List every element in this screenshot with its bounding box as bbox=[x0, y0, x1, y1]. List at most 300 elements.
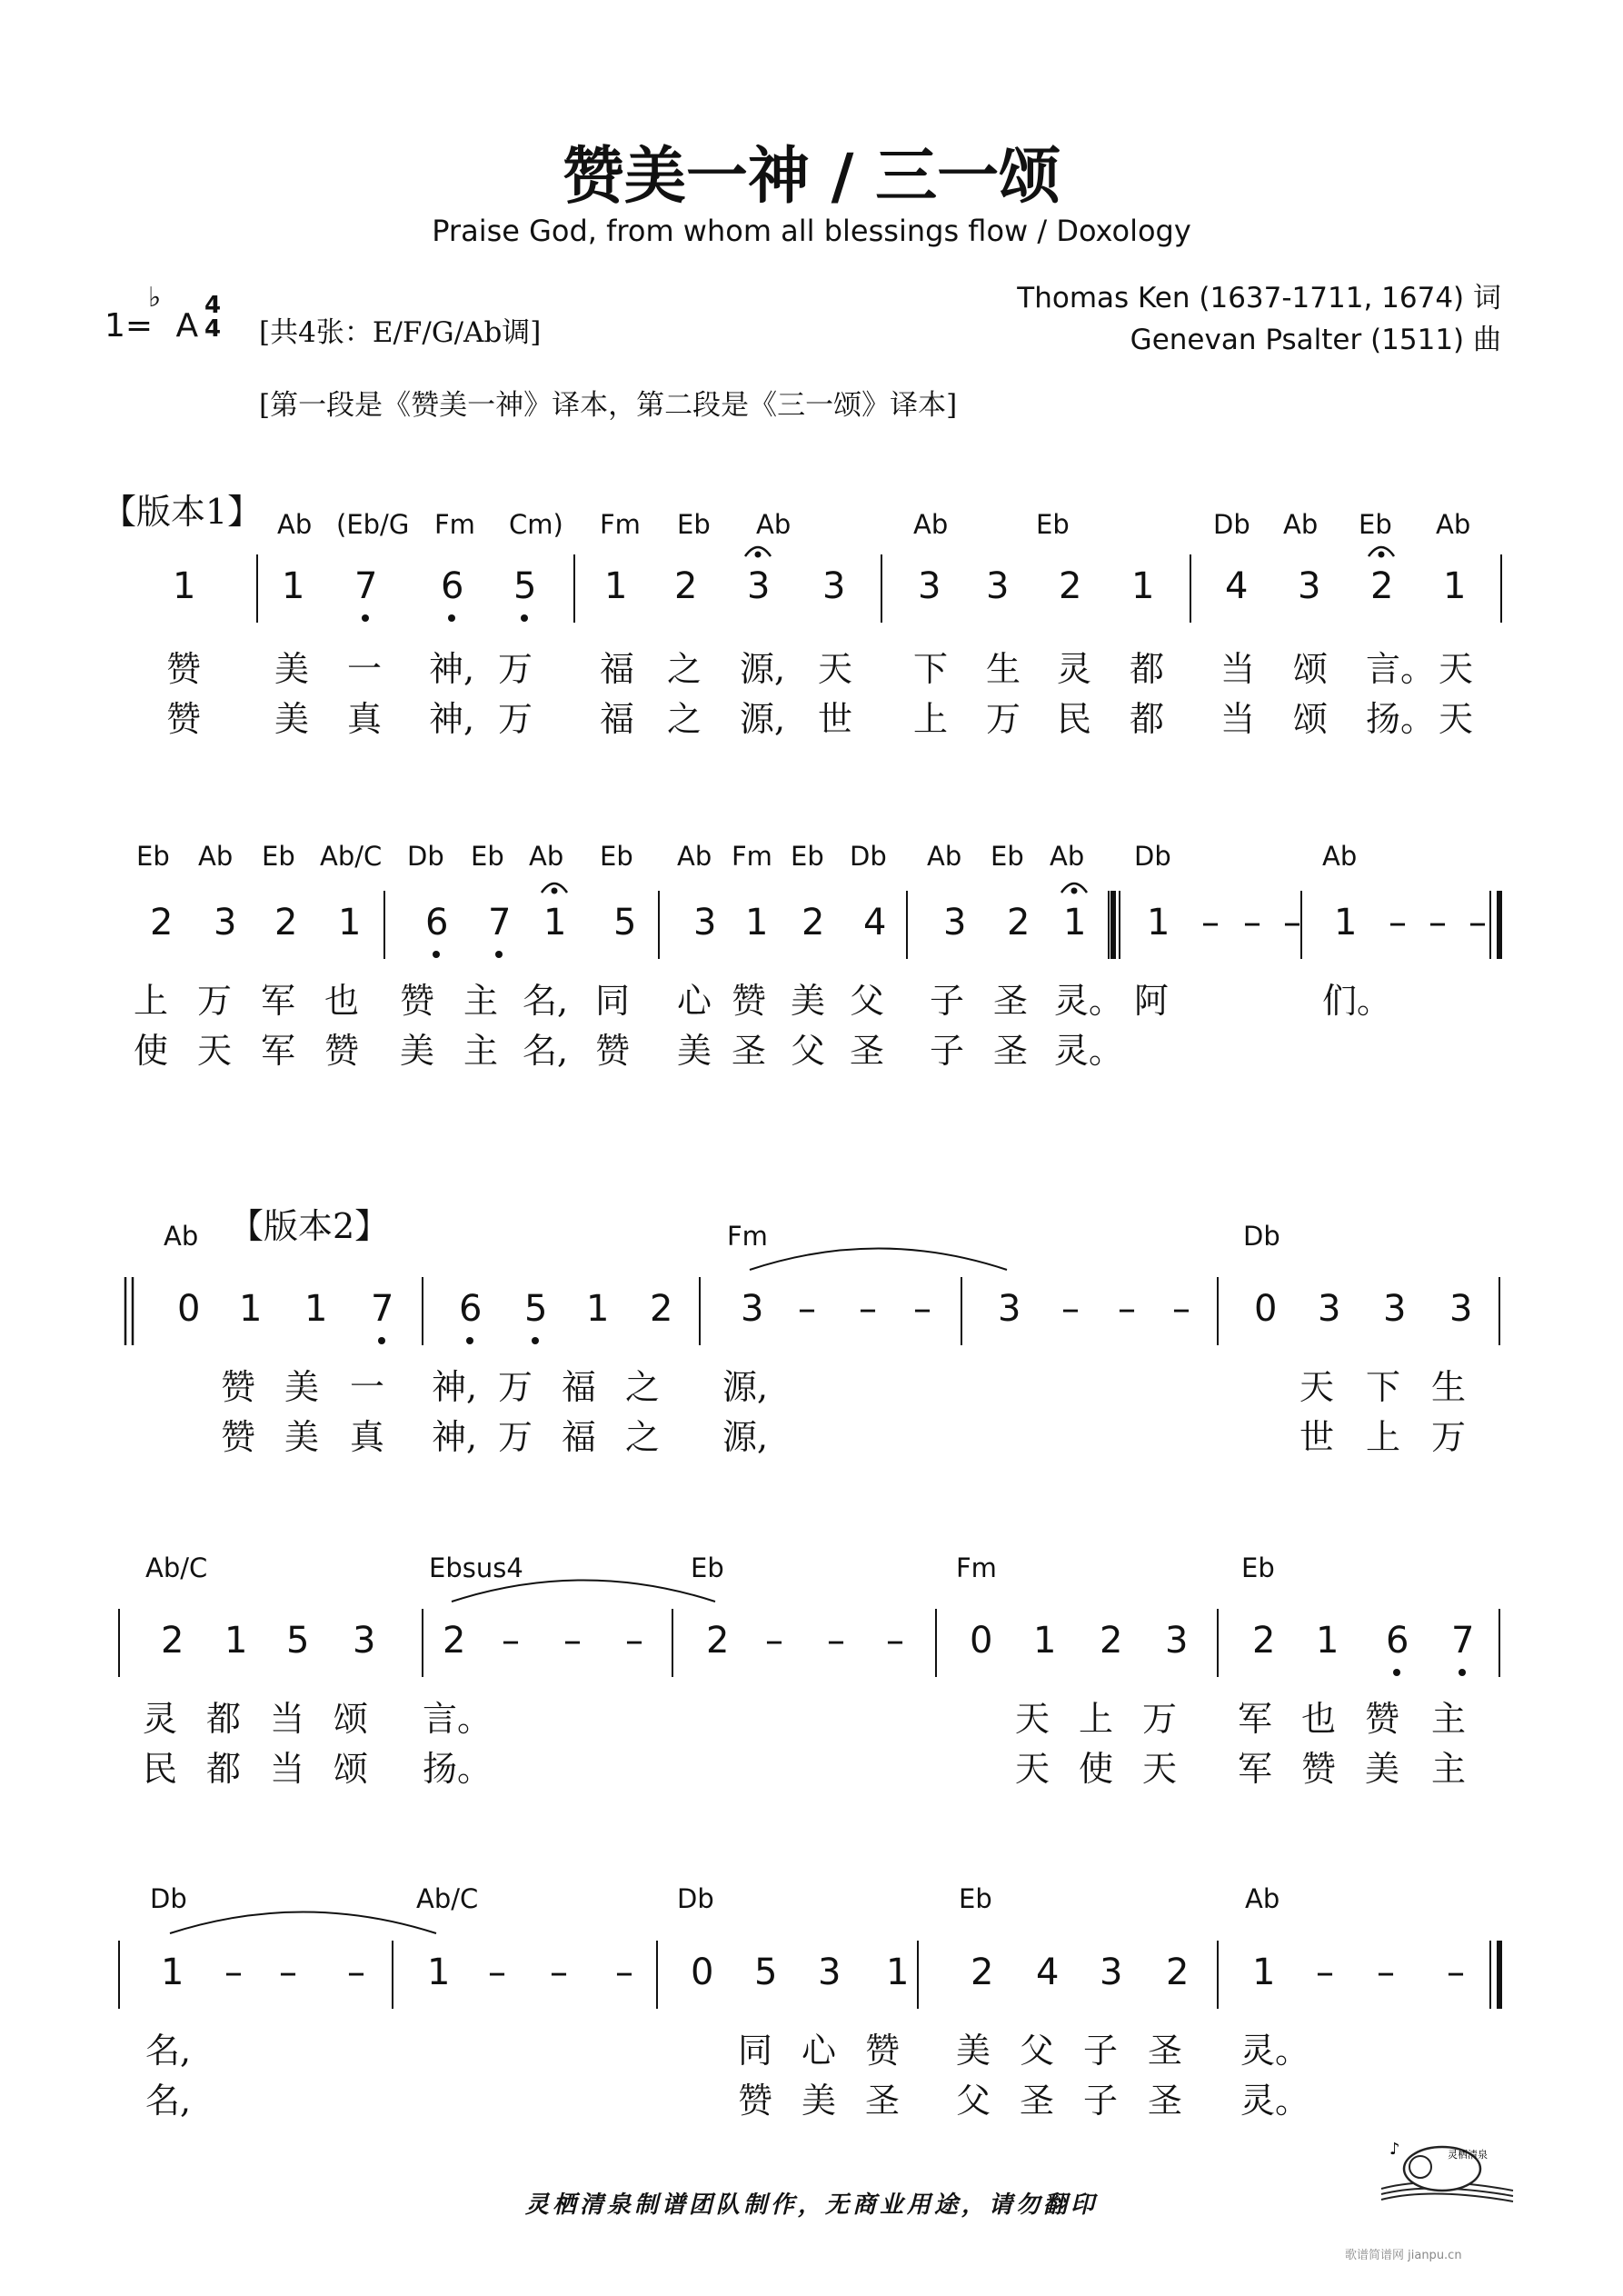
note: 2 bbox=[802, 902, 825, 943]
chord-symbol: Ab bbox=[913, 509, 949, 540]
note: 7 bbox=[371, 1288, 394, 1330]
chord-symbol: Ab bbox=[164, 1221, 199, 1252]
chord-symbol: Eb bbox=[677, 509, 711, 540]
chord-symbol: Eb bbox=[791, 841, 824, 872]
note: 5 bbox=[513, 565, 537, 607]
note: 1 bbox=[224, 1620, 248, 1662]
lyric-verse1: 美 bbox=[274, 649, 310, 689]
lyric-verse2: 赞 bbox=[1301, 1749, 1337, 1789]
version-note: [第一段是《赞美一神》译本，第二段是《三一颂》译本] bbox=[259, 389, 958, 422]
chord-symbol: Eb bbox=[1036, 509, 1070, 540]
note: 3 bbox=[986, 565, 1010, 607]
dash-note: – bbox=[798, 1288, 816, 1330]
fermata-dot bbox=[1379, 552, 1385, 558]
tie-slur bbox=[170, 1912, 436, 1934]
lyric-verse1: 天 bbox=[818, 649, 853, 689]
note: 2 bbox=[650, 1288, 673, 1330]
lyric-verse1: 美 bbox=[956, 2031, 991, 2071]
note: 4 bbox=[1225, 565, 1249, 607]
dash-note: – bbox=[1243, 902, 1261, 943]
chord-symbol: Fm bbox=[732, 841, 772, 872]
note: 2 bbox=[274, 902, 298, 943]
note: 1 bbox=[1033, 1620, 1057, 1662]
note: 2 bbox=[1370, 565, 1394, 607]
lyric-verse2: 灵。 bbox=[1054, 1031, 1124, 1071]
octave-dot bbox=[1459, 1669, 1466, 1676]
note: 1 bbox=[1443, 565, 1467, 607]
note: 3 bbox=[693, 902, 717, 943]
note: 5 bbox=[286, 1620, 310, 1662]
lyric-verse2: 神, bbox=[429, 699, 475, 739]
logo-text: 灵栖清泉 bbox=[1448, 2149, 1488, 2161]
note: 1 bbox=[1131, 565, 1155, 607]
octave-dot bbox=[532, 1337, 539, 1344]
chord-symbol: Fm bbox=[434, 509, 475, 540]
lyric-verse1: 主 bbox=[463, 981, 499, 1021]
dash-note: – bbox=[1469, 902, 1487, 943]
lyric-verse2: 子 bbox=[930, 1031, 965, 1071]
lyric-verse1: 生 bbox=[1431, 1367, 1467, 1407]
lyric-verse1: 神, bbox=[429, 649, 475, 689]
lyric-verse1: 天 bbox=[1299, 1367, 1335, 1407]
chord-symbol: Eb bbox=[471, 841, 504, 872]
time-top: 4 bbox=[204, 292, 222, 319]
note: 5 bbox=[754, 1952, 778, 1993]
note: 2 bbox=[150, 902, 174, 943]
lyric-verse1: 颂 bbox=[1293, 649, 1329, 689]
fermata-dot bbox=[552, 888, 558, 894]
lyric-verse2: 主 bbox=[1431, 1749, 1467, 1789]
dash-note: – bbox=[347, 1952, 365, 1993]
lyric-verse2: 使 bbox=[134, 1031, 169, 1071]
lyric-verse2: 真 bbox=[350, 1417, 385, 1457]
key-prefix: 1= bbox=[105, 307, 154, 344]
lyric-verse1: 当 bbox=[1220, 649, 1256, 689]
note: 1 bbox=[604, 565, 628, 607]
lyric-verse1: 赞 bbox=[1365, 1699, 1400, 1739]
note: 3 bbox=[1100, 1952, 1123, 1993]
lyric-verse1: 上 bbox=[1079, 1699, 1114, 1739]
chord-symbol: Eb bbox=[991, 841, 1024, 872]
dash-note: – bbox=[1201, 902, 1220, 943]
dash-note: – bbox=[859, 1288, 877, 1330]
lyric-verse2: 赞 bbox=[166, 699, 202, 739]
lyric-verse2: 圣 bbox=[1020, 2081, 1055, 2121]
version2-label: 【版本2】 bbox=[229, 1206, 390, 1246]
lyric-verse1: 万 bbox=[498, 649, 533, 689]
lyric-verse2: 美 bbox=[802, 2081, 837, 2121]
note: 3 bbox=[818, 1952, 841, 1993]
dash-note: – bbox=[625, 1620, 643, 1662]
note: 2 bbox=[1007, 902, 1031, 943]
note: 1 bbox=[173, 565, 196, 607]
lyric-verse1: 神, bbox=[432, 1367, 478, 1407]
note: 2 bbox=[971, 1952, 994, 1993]
chord-symbol: Ab/C bbox=[416, 1883, 479, 1914]
page-title: 赞美一神 / 三一颂 bbox=[562, 141, 1061, 213]
dash-note: – bbox=[1316, 1952, 1334, 1993]
dash-note: – bbox=[1118, 1288, 1136, 1330]
lyric-verse1: 父 bbox=[1020, 2031, 1055, 2071]
lyric-verse1: 万 bbox=[1142, 1699, 1178, 1739]
note: 7 bbox=[488, 902, 512, 943]
lyric-verse1: 心 bbox=[677, 981, 712, 1021]
lyric-verse1: 下 bbox=[913, 649, 949, 689]
note: 3 bbox=[353, 1620, 376, 1662]
lyric-verse1: 天 bbox=[1439, 649, 1474, 689]
lyric-verse2: 圣 bbox=[993, 1031, 1029, 1071]
note: 1 bbox=[1252, 1952, 1276, 1993]
lyric-verse2: 当 bbox=[270, 1749, 305, 1789]
chord-symbol: Ab/C bbox=[145, 1552, 208, 1583]
note: 4 bbox=[1036, 1952, 1060, 1993]
chord-symbol: Eb bbox=[959, 1883, 992, 1914]
lyric-verse2: 都 bbox=[1130, 699, 1165, 739]
octave-dot bbox=[466, 1337, 473, 1344]
dash-note: – bbox=[550, 1952, 568, 1993]
dash-note: – bbox=[502, 1620, 520, 1662]
note: 1 bbox=[745, 902, 769, 943]
lyric-verse2: 天 bbox=[1142, 1749, 1178, 1789]
chord-symbol: (Eb/G bbox=[336, 509, 410, 540]
lyric-verse1: 也 bbox=[1301, 1699, 1337, 1739]
note: 3 bbox=[741, 1288, 764, 1330]
note: 2 bbox=[1100, 1620, 1123, 1662]
lyric-verse2: 扬。 bbox=[1366, 699, 1436, 739]
note: 2 bbox=[1166, 1952, 1190, 1993]
lyric-verse2: 神, bbox=[432, 1417, 478, 1457]
dash-note: – bbox=[1447, 1952, 1465, 1993]
lyric-verse2: 美 bbox=[284, 1417, 320, 1457]
lyric-verse2: 圣 bbox=[865, 2081, 901, 2121]
lyric-verse1: 言。 bbox=[423, 1699, 493, 1739]
lyric-verse1: 都 bbox=[206, 1699, 242, 1739]
lyric-verse2: 赞 bbox=[221, 1417, 256, 1457]
chord-symbol: Eb bbox=[262, 841, 295, 872]
note: 1 bbox=[886, 1952, 910, 1993]
note: 3 bbox=[918, 565, 941, 607]
chord-symbol: Ab bbox=[1436, 509, 1471, 540]
note: 1 bbox=[304, 1288, 328, 1330]
lyric-verse2: 颂 bbox=[1293, 699, 1329, 739]
octave-dot bbox=[448, 614, 455, 622]
lyric-verse1: 圣 bbox=[1148, 2031, 1183, 2071]
chord-symbol: Db bbox=[677, 1883, 714, 1914]
lyric-verse1: 子 bbox=[930, 981, 965, 1021]
dash-note: – bbox=[1389, 902, 1407, 943]
lyric-verse2: 万 bbox=[1431, 1417, 1467, 1457]
lyric-verse1: 子 bbox=[1083, 2031, 1119, 2071]
lyric-verse1: 同 bbox=[595, 981, 631, 1021]
note: 2 bbox=[1252, 1620, 1276, 1662]
note: 1 bbox=[427, 1952, 451, 1993]
lyric-verse2: 圣 bbox=[850, 1031, 885, 1071]
chord-symbol: Cm) bbox=[509, 509, 563, 540]
lyric-verse2: 名, bbox=[145, 2081, 192, 2121]
lyric-verse1: 圣 bbox=[993, 981, 1029, 1021]
lyric-verse2: 赞 bbox=[324, 1031, 360, 1071]
footer-text: 灵栖清泉制谱团队制作，无商业用途，请勿翻印 bbox=[524, 2191, 1098, 2219]
lyric-verse2: 子 bbox=[1083, 2081, 1119, 2121]
chord-symbol: Ab bbox=[927, 841, 962, 872]
chord-symbol: Ab/C bbox=[320, 841, 383, 872]
chord-symbol: Eb bbox=[691, 1552, 724, 1583]
lyric-verse2: 赞 bbox=[595, 1031, 631, 1071]
octave-dot bbox=[495, 951, 503, 958]
lyric-verse1: 赞 bbox=[221, 1367, 256, 1407]
lyric-verse2: 上 bbox=[913, 699, 949, 739]
page-subtitle: Praise God, from whom all blessings flow / Doxology bbox=[432, 214, 1191, 248]
chord-symbol: Db bbox=[1213, 509, 1250, 540]
note: 6 bbox=[425, 902, 449, 943]
note: 1 bbox=[338, 902, 362, 943]
chord-symbol: Db bbox=[407, 841, 444, 872]
lyric-verse2: 名, bbox=[523, 1031, 569, 1071]
octave-dot bbox=[433, 951, 440, 958]
lyric-verse2: 天 bbox=[1439, 699, 1474, 739]
note: 7 bbox=[1451, 1620, 1475, 1662]
chord-symbol: Eb bbox=[600, 841, 633, 872]
lyric-verse1: 一 bbox=[350, 1367, 385, 1407]
chord-symbol: Db bbox=[150, 1883, 187, 1914]
lyric-verse1: 名, bbox=[145, 2031, 192, 2071]
lyric-verse2: 父 bbox=[791, 1031, 826, 1071]
note: 5 bbox=[524, 1288, 548, 1330]
lyric-verse1: 之 bbox=[667, 649, 702, 689]
lyric-verse1: 军 bbox=[1238, 1699, 1273, 1739]
dash-note: – bbox=[1377, 1952, 1395, 1993]
lyric-verse1: 美 bbox=[791, 981, 826, 1021]
note: 1 bbox=[282, 565, 305, 607]
chord-symbol: Eb bbox=[1359, 509, 1392, 540]
note: 6 bbox=[459, 1288, 483, 1330]
svg-text:♪: ♪ bbox=[1389, 2140, 1400, 2159]
version1-label: 【版本1】 bbox=[102, 492, 263, 532]
lyric-verse1: 父 bbox=[850, 981, 885, 1021]
lyric-verse2: 福 bbox=[600, 699, 635, 739]
watermark: 歌谱简谱网 jianpu.cn bbox=[1345, 2249, 1462, 2262]
chord-symbol: Eb bbox=[1241, 1552, 1275, 1583]
lyric-verse1: 赞 bbox=[732, 981, 767, 1021]
dash-note: – bbox=[886, 1620, 904, 1662]
note: 1 bbox=[1147, 902, 1170, 943]
chord-symbol: Ab bbox=[677, 841, 712, 872]
lyric-verse1: 源, bbox=[722, 1367, 769, 1407]
lyric-verse2: 主 bbox=[463, 1031, 499, 1071]
lyric-verse1: 都 bbox=[1130, 649, 1165, 689]
lyric-verse2: 真 bbox=[347, 699, 383, 739]
lyric-verse1: 福 bbox=[562, 1367, 597, 1407]
note: 7 bbox=[354, 565, 378, 607]
lyric-verse1: 灵。 bbox=[1054, 981, 1124, 1021]
note: 3 bbox=[1165, 1620, 1189, 1662]
note: 2 bbox=[674, 565, 698, 607]
lyric-verse1: 们。 bbox=[1322, 981, 1392, 1021]
chord-symbol: Ab bbox=[1322, 841, 1358, 872]
lyric-verse2: 民 bbox=[1057, 699, 1092, 739]
octave-dot bbox=[521, 614, 528, 622]
lyric-verse1: 福 bbox=[600, 649, 635, 689]
flat-sign: ♭ bbox=[148, 282, 162, 314]
chord-symbol: Ab bbox=[198, 841, 234, 872]
fermata-dot bbox=[1071, 888, 1078, 894]
chord-symbol: Ab bbox=[277, 509, 313, 540]
chord-symbol: Eb bbox=[136, 841, 170, 872]
composer-credit: Genevan Psalter (1511) 曲 bbox=[1130, 324, 1501, 356]
tie-slur bbox=[452, 1581, 715, 1602]
note: 3 bbox=[1449, 1288, 1473, 1330]
note: 3 bbox=[214, 902, 237, 943]
lyric-verse1: 生 bbox=[986, 649, 1021, 689]
octave-dot bbox=[378, 1337, 385, 1344]
note: 5 bbox=[613, 902, 637, 943]
note: 4 bbox=[863, 902, 887, 943]
lyric-verse2: 灵。 bbox=[1240, 2081, 1310, 2121]
note: 3 bbox=[822, 565, 846, 607]
dash-note: – bbox=[1429, 902, 1447, 943]
note: 3 bbox=[1298, 565, 1321, 607]
lyric-verse1: 源, bbox=[740, 649, 786, 689]
lyric-verse2: 源, bbox=[722, 1417, 769, 1457]
chord-symbol: Fm bbox=[956, 1552, 997, 1583]
lyric-verse1: 下 bbox=[1366, 1367, 1401, 1407]
lyric-verse1: 也 bbox=[324, 981, 360, 1021]
lyric-verse1: 阿 bbox=[1134, 981, 1170, 1021]
lyric-verse2: 之 bbox=[625, 1417, 661, 1457]
note: 0 bbox=[970, 1620, 993, 1662]
lyric-verse2: 万 bbox=[498, 1417, 533, 1457]
chord-symbol: Ab bbox=[1283, 509, 1319, 540]
lyric-verse2: 美 bbox=[1365, 1749, 1400, 1789]
note: 1 bbox=[161, 1952, 184, 1993]
lyric-verse1: 心 bbox=[802, 2031, 837, 2071]
lyric-verse1: 之 bbox=[625, 1367, 661, 1407]
lyric-verse1: 灵 bbox=[143, 1699, 178, 1739]
note: 3 bbox=[1318, 1288, 1341, 1330]
dash-note: – bbox=[827, 1620, 845, 1662]
lyric-verse2: 福 bbox=[562, 1417, 597, 1457]
lyric-verse1: 赞 bbox=[865, 2031, 901, 2071]
dash-note: – bbox=[563, 1620, 582, 1662]
lyric-verse2: 民 bbox=[143, 1749, 178, 1789]
lyric-verse2: 赞 bbox=[738, 2081, 773, 2121]
chord-symbol: Db bbox=[1134, 841, 1171, 872]
note: 3 bbox=[747, 565, 771, 607]
lyric-verse2: 当 bbox=[1220, 699, 1256, 739]
lyric-verse1: 颂 bbox=[334, 1699, 369, 1739]
lyric-verse2: 军 bbox=[1238, 1749, 1273, 1789]
note: 2 bbox=[1059, 565, 1082, 607]
dash-note: – bbox=[1172, 1288, 1190, 1330]
lyric-verse2: 上 bbox=[1366, 1417, 1401, 1457]
lyric-verse1: 主 bbox=[1431, 1699, 1467, 1739]
lyric-verse1: 赞 bbox=[400, 981, 435, 1021]
lyric-verse2: 美 bbox=[400, 1031, 435, 1071]
chord-symbol: Ab bbox=[529, 841, 564, 872]
time-bottom: 4 bbox=[204, 315, 222, 343]
lyric-verse1: 美 bbox=[284, 1367, 320, 1407]
tie-slur bbox=[750, 1249, 1007, 1271]
octave-dot bbox=[362, 614, 369, 622]
lyric-verse1: 万 bbox=[197, 981, 233, 1021]
fermata-dot bbox=[755, 552, 762, 558]
dash-note: – bbox=[615, 1952, 633, 1993]
lyric-verse1: 名, bbox=[523, 981, 569, 1021]
lyric-verse2: 天 bbox=[1015, 1749, 1050, 1789]
lyric-verse1: 天 bbox=[1015, 1699, 1050, 1739]
chord-symbol: Db bbox=[850, 841, 887, 872]
sheep-logo-icon bbox=[1377, 2134, 1522, 2207]
chord-symbol: Fm bbox=[600, 509, 641, 540]
note: 1 bbox=[543, 902, 567, 943]
note: 2 bbox=[443, 1620, 466, 1662]
lyric-verse1: 军 bbox=[261, 981, 296, 1021]
note: 0 bbox=[691, 1952, 714, 1993]
chord-symbol: Db bbox=[1243, 1221, 1280, 1252]
lyric-verse2: 军 bbox=[261, 1031, 296, 1071]
chord-symbol: Ebsus4 bbox=[429, 1552, 523, 1583]
lyric-verse2: 美 bbox=[677, 1031, 712, 1071]
note: 1 bbox=[1316, 1620, 1339, 1662]
chord-symbol: Ab bbox=[756, 509, 792, 540]
dash-note: – bbox=[1061, 1288, 1080, 1330]
lyric-verse1: 言。 bbox=[1366, 649, 1436, 689]
lyric-verse2: 天 bbox=[197, 1031, 233, 1071]
note: 6 bbox=[441, 565, 464, 607]
lyric-verse2: 之 bbox=[667, 699, 702, 739]
note: 0 bbox=[1254, 1288, 1278, 1330]
chord-symbol: Fm bbox=[727, 1221, 768, 1252]
note: 0 bbox=[177, 1288, 201, 1330]
dash-note: – bbox=[913, 1288, 931, 1330]
note: 3 bbox=[1383, 1288, 1407, 1330]
lyric-verse1: 当 bbox=[270, 1699, 305, 1739]
dash-note: – bbox=[279, 1952, 297, 1993]
lyricist-credit: Thomas Ken (1637-1711, 1674) 词 bbox=[1017, 282, 1501, 314]
key-note: [共4张：E/F/G/Ab调] bbox=[259, 316, 542, 349]
lyric-verse2: 扬。 bbox=[423, 1749, 493, 1789]
lyric-verse2: 父 bbox=[956, 2081, 991, 2121]
note: 1 bbox=[239, 1288, 263, 1330]
lyric-verse1: 灵 bbox=[1057, 649, 1092, 689]
note: 1 bbox=[1334, 902, 1358, 943]
chord-symbol: Ab bbox=[1050, 841, 1085, 872]
dash-note: – bbox=[488, 1952, 506, 1993]
note: 1 bbox=[586, 1288, 610, 1330]
lyric-verse1: 赞 bbox=[166, 649, 202, 689]
note: 2 bbox=[706, 1620, 730, 1662]
lyric-verse2: 圣 bbox=[732, 1031, 767, 1071]
note: 3 bbox=[943, 902, 967, 943]
lyric-verse2: 万 bbox=[986, 699, 1021, 739]
note: 1 bbox=[1063, 902, 1087, 943]
dash-note: – bbox=[765, 1620, 783, 1662]
lyric-verse2: 万 bbox=[498, 699, 533, 739]
octave-dot bbox=[1393, 1669, 1400, 1676]
lyric-verse2: 圣 bbox=[1148, 2081, 1183, 2121]
dash-note: – bbox=[1283, 902, 1301, 943]
lyric-verse1: 万 bbox=[498, 1367, 533, 1407]
lyric-verse2: 使 bbox=[1079, 1749, 1114, 1789]
lyric-verse2: 世 bbox=[1299, 1417, 1335, 1457]
chord-symbol: Ab bbox=[1245, 1883, 1280, 1914]
lyric-verse2: 美 bbox=[274, 699, 310, 739]
lyric-verse1: 同 bbox=[738, 2031, 773, 2071]
lyric-verse1: 灵。 bbox=[1240, 2031, 1310, 2071]
lyric-verse1: 一 bbox=[347, 649, 383, 689]
note: 2 bbox=[161, 1620, 184, 1662]
lyric-verse2: 都 bbox=[206, 1749, 242, 1789]
